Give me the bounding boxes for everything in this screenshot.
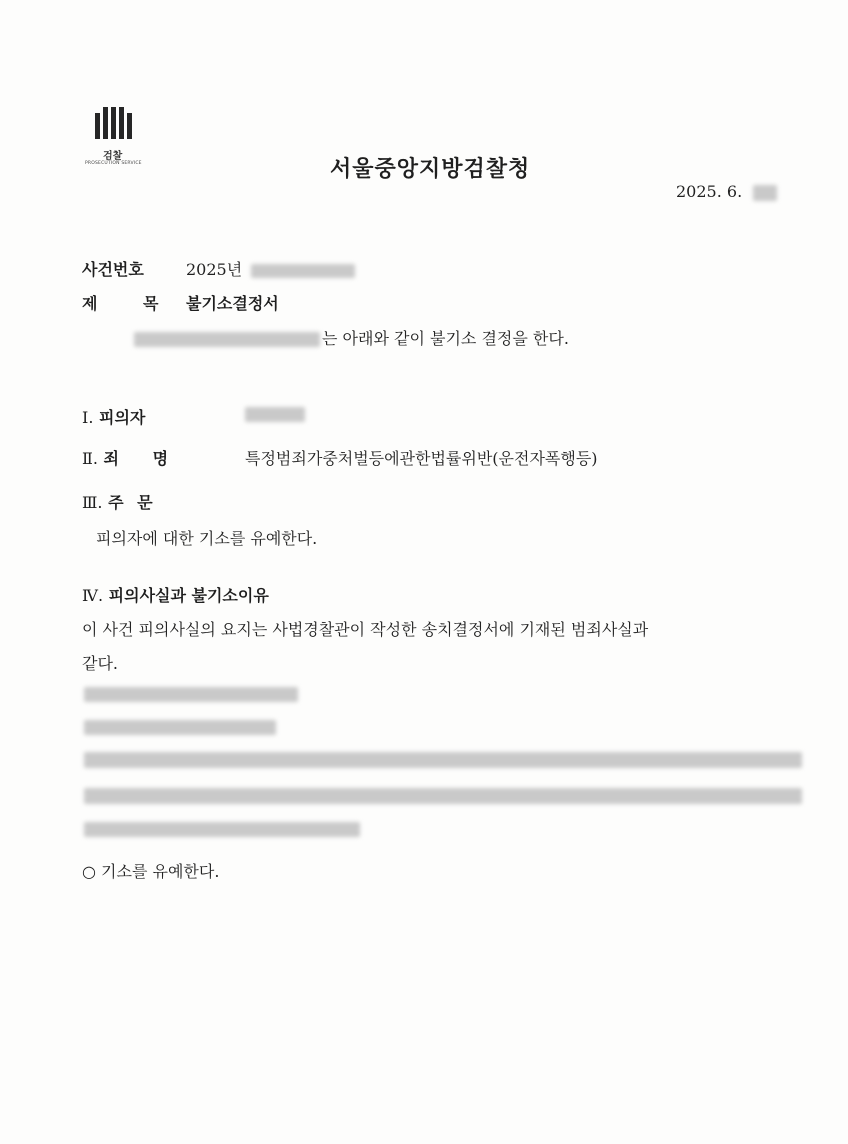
agency-name: 서울중앙지방검찰청 bbox=[330, 156, 531, 182]
section-4-heading bbox=[82, 583, 269, 606]
section-2-heading bbox=[82, 446, 168, 469]
section-1-heading bbox=[82, 405, 145, 428]
redacted-reason-line-2 bbox=[84, 720, 276, 735]
redacted-reason-line-1 bbox=[84, 687, 298, 702]
case-number-label: 사건번호 bbox=[82, 260, 144, 279]
section-3-number: Ⅲ. bbox=[82, 493, 103, 512]
intro-line bbox=[134, 326, 569, 349]
section-2-number: Ⅱ. bbox=[82, 449, 98, 468]
redacted-suspect-name bbox=[245, 407, 305, 422]
prosecution-logo-icon bbox=[95, 107, 137, 139]
case-number-value bbox=[186, 257, 355, 280]
redacted-day bbox=[753, 185, 777, 201]
redacted-reason-line-5 bbox=[84, 822, 360, 837]
section-4-number: Ⅳ. bbox=[82, 586, 104, 605]
logo-subtext: PROSECUTION SERVICE bbox=[85, 161, 142, 166]
redacted-reason-line-3 bbox=[84, 752, 802, 768]
subject-label: 제 목 bbox=[82, 294, 159, 313]
logo-text: 검찰 bbox=[103, 151, 123, 162]
subject-value: 불기소결정서 bbox=[186, 294, 279, 313]
redacted-case-number bbox=[251, 264, 355, 278]
section-1-label: 피의자 bbox=[98, 408, 146, 427]
charge-name: 특정범죄가중처벌등에관한법률위반(운전자폭행등) bbox=[245, 449, 598, 468]
redacted-subject bbox=[134, 332, 320, 347]
redacted-reason-line-4 bbox=[84, 788, 802, 804]
reason-text-line-2: 같다. bbox=[82, 654, 118, 673]
reason-text-line-1: 이 사건 피의사실의 요지는 사법경찰관이 작성한 송치결정서에 기재된 범죄사실과 bbox=[82, 620, 649, 639]
date-text: 2025. 6. bbox=[676, 182, 743, 201]
section-4-label: 피의사실과 불기소이유 bbox=[108, 586, 269, 605]
intro-text: 는 아래와 같이 불기소 결정을 한다. bbox=[322, 329, 569, 348]
case-year: 2025년 bbox=[186, 260, 243, 279]
section-1-number: Ⅰ. bbox=[82, 408, 94, 427]
section-3-label: 주 문 bbox=[108, 493, 153, 512]
section-3-heading bbox=[82, 490, 153, 513]
disposition-text: 피의자에 대한 기소를 유예한다. bbox=[96, 529, 318, 548]
conclusion-text: ○ 기소를 유예한다. bbox=[82, 862, 220, 881]
document-date bbox=[676, 182, 777, 201]
section-2-label: 죄 명 bbox=[103, 449, 169, 468]
